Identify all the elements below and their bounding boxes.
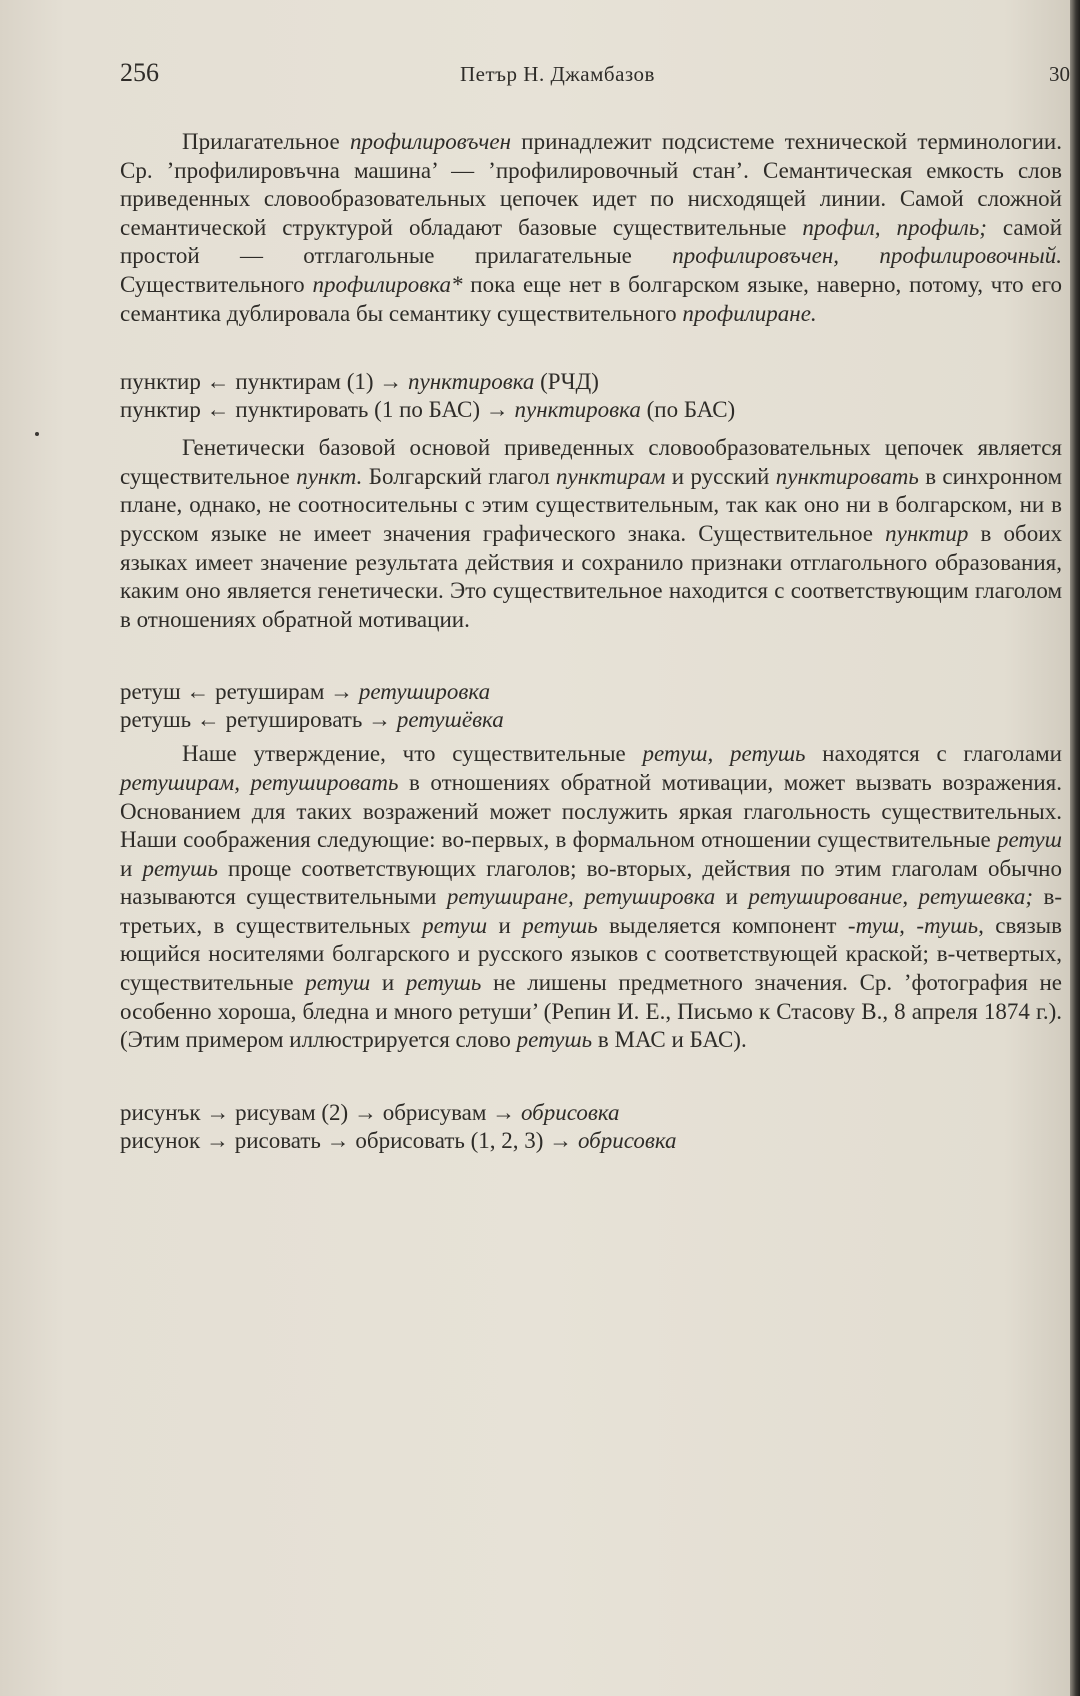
italic-run: ретуширане, ретушировка (446, 884, 716, 910)
facing-page-number: 30 (1049, 62, 1070, 86)
text-run: и (715, 884, 749, 910)
text-run: проще соответствующих глаголов; во-вторых, действия по этим глаголам обычно называются существительными (120, 855, 1062, 910)
text-run: не лишены предметного значения. Ср. ’фотография не особенно хороша, бледна и много ретуши’ (Репин И. Е., Письмо к Стасову В., 8 апреля 1874 г.). (Этим примером иллюстрируется слово (120, 970, 1062, 1053)
italic-run: ретуш (305, 970, 371, 996)
italic-run: профилировъчен, профилировочный. (672, 243, 1062, 269)
text-run: и (487, 912, 523, 938)
text-run: и (370, 970, 406, 996)
chain-punktir-bg (120, 368, 1062, 396)
italic-run: ретушь (405, 970, 482, 996)
italic-run: ретушь (522, 912, 598, 938)
text-run: рисунок → рисовать → обрисовать (1, 2, 3) → (120, 1127, 578, 1153)
text-run: в МАС и БАС). (592, 1027, 747, 1053)
text-run: выделяется компонент (597, 912, 848, 938)
book-spine-shadow (1070, 0, 1080, 1696)
italic-run: пунктировка (408, 369, 535, 395)
italic-run: пунктировать (775, 463, 919, 489)
chain-retush-ru (120, 706, 1062, 734)
text-run: рисунък → рисувам (2) → обрисувам → (120, 1099, 521, 1125)
italic-run: ретушь (142, 855, 218, 881)
italic-run: профил, профиль; (802, 214, 987, 240)
text-run: пока еще нет в болгарском языке, наверно, потому, что его семантика дублировала бы семантику существительного (120, 271, 1063, 326)
running-title: Петър Н. Джамбазов (460, 62, 655, 86)
chain-risunok-bg (120, 1099, 1062, 1127)
italic-run: пунктировка (514, 397, 641, 423)
italic-run: профилировъчен (349, 129, 512, 154)
text-run: в отношениях обратной мотивации, может вызвать возражения. Основанием для таких возражений может послужить яркая глагольность существительных. Наши соображения следующие: во-первых, в формальном отношении существительные (120, 769, 1063, 853)
paragraph-profilirovka (120, 128, 1062, 328)
text-run: самой простой — отглагольные прилагательные (120, 214, 1062, 269)
body-text (120, 128, 1062, 1155)
text-run: Генетически базовой основой приведенных словообразовательных цепочек является существительное (120, 435, 1062, 489)
text-run: и (120, 855, 143, 881)
italic-run: ретуширам, ретушировать (120, 769, 399, 795)
page-header (120, 58, 1070, 98)
italic-run: ретушь (516, 1027, 593, 1053)
text-run: связыв ющийся носителями болгарского и русского языков с соответствующей краской; в-четвертых, существительные (120, 912, 1062, 996)
italic-run: обрисовка (577, 1127, 677, 1153)
text-run: (РЧД) (534, 369, 599, 395)
text-run: в синхронном плане, однако, не соотносительны с этим существительным, так как оно ни в болгарском, ни в русском языке не имеет значения графического знака. Существительное (120, 463, 1062, 546)
chain-retush-bg (120, 678, 1062, 706)
italic-run: пунктирам (556, 463, 666, 489)
italic-run: -туш, -тушь, (847, 912, 984, 938)
italic-run: обрисовка (520, 1099, 620, 1125)
italic-run: ретушировка (358, 679, 491, 705)
chain-punktir-ru (120, 396, 1062, 424)
text-run: в-третьих, в существительных (120, 884, 1062, 938)
italic-run: ретуш (422, 912, 488, 938)
paragraph-punktir (120, 434, 1062, 634)
italic-run: пунктир (885, 520, 969, 546)
text-run: пунктир ← пунктирам (1) → (120, 369, 409, 395)
text-run: ретушь ← ретушировать → (120, 707, 397, 733)
text-run: находятся с глаголами (805, 741, 1062, 767)
italic-run: ретушёвка (396, 707, 504, 733)
page-number: 256 (120, 58, 159, 87)
text-run: Болгарский глагол (362, 463, 557, 489)
margin-dot (35, 432, 39, 436)
text-run: Прилагательное (182, 129, 350, 154)
text-run: пунктир ← пунктировать (1 по БАС) → (120, 397, 515, 423)
text-run: (по БАС) (640, 397, 736, 423)
text-run: Наше утверждение, что существительные (182, 741, 643, 767)
text-run: в обоих языках имеет значение результата действия и сохранило признаки отглагольного образования, каким оно является генетически. Это существительное находится с соответствующим глаголом в отношениях обратной мотивации. (120, 520, 1063, 632)
text-run: принадлежит подсистеме технической терминологии. Ср. ’профилировъчна машина’ — ’профилировочный стан’. Семантическая емкость слов приведенных словообразовательных цепочек идет по нисходящей линии. Самой сложной семантической структурой обладают базовые существительные (120, 129, 1062, 240)
text-run: и русский (665, 463, 776, 489)
italic-run: пункт. (296, 463, 363, 489)
italic-run: ретуширование, ретушевка; (748, 884, 1034, 910)
paragraph-retush (120, 740, 1062, 1055)
italic-run: профилировка* (312, 271, 463, 297)
text-run: ретуш ← ретуширам → (120, 679, 359, 705)
italic-run: ретуш (996, 827, 1062, 853)
chain-risunok-ru (120, 1127, 1062, 1155)
italic-run: ретуш, ретушь (642, 741, 806, 767)
italic-run: профилиране. (682, 300, 817, 326)
text-run: Существительного (120, 271, 313, 297)
